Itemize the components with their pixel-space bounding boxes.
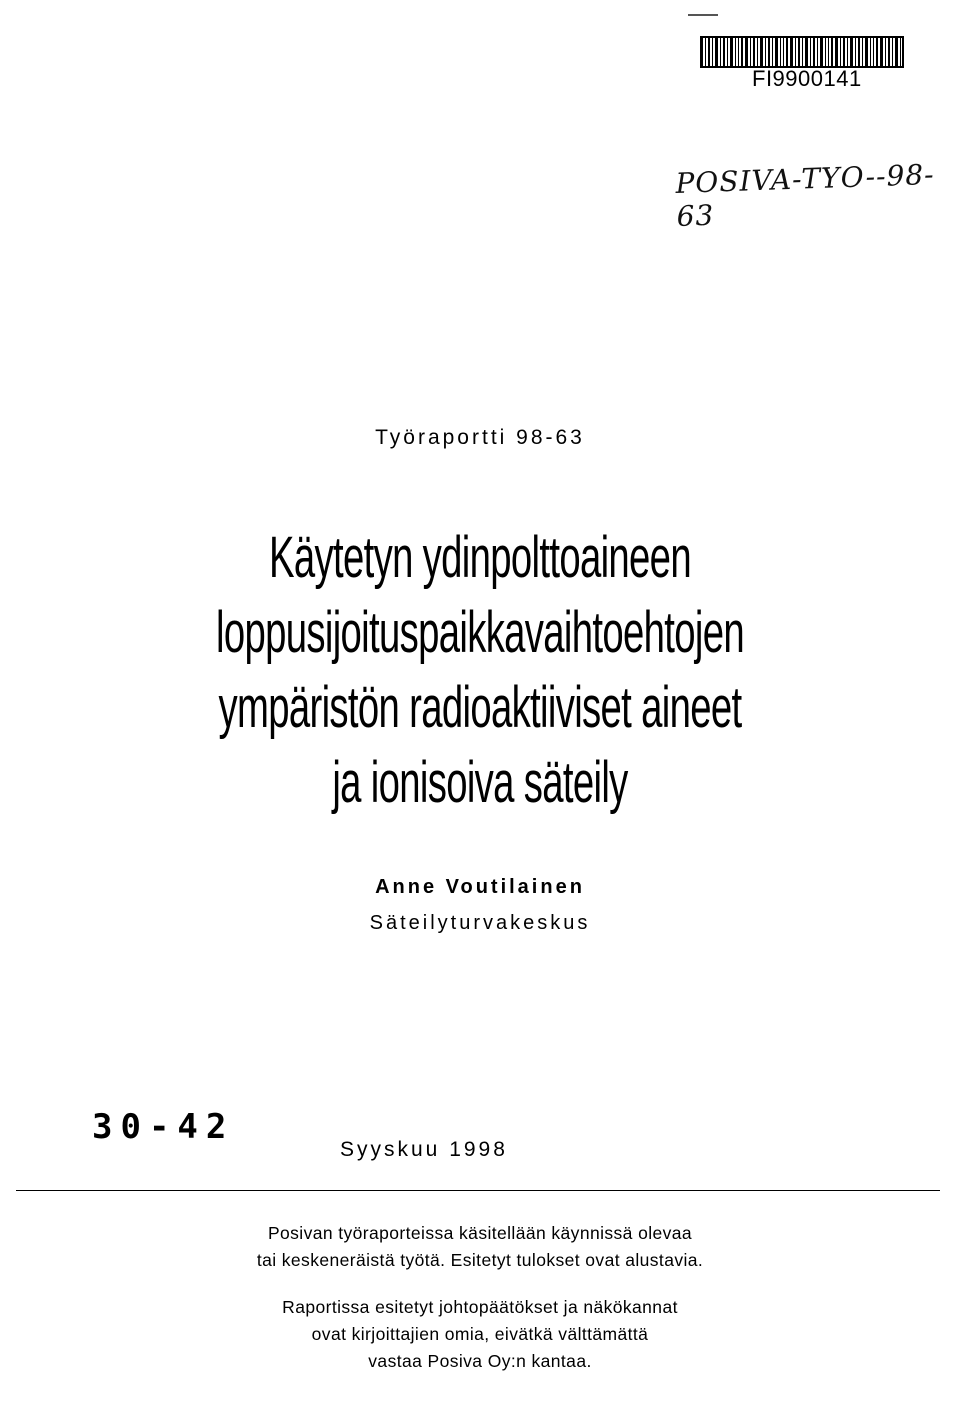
title-line: ympäristön radioaktiiviset aineet	[218, 675, 742, 740]
author-organization: Säteilyturvakeskus	[369, 912, 591, 934]
disclaimer-paragraph-1	[0, 1220, 960, 1274]
barcode-graphic	[700, 36, 904, 68]
title-line: loppusijoituspaikkavaihtoehtojen	[216, 600, 744, 665]
publication-date: Syyskuu 1998	[340, 1138, 508, 1161]
horizontal-rule	[16, 1190, 940, 1191]
disclaimer-line: Posivan työraporteissa käsitellään käynnissä olevaa	[267, 1223, 693, 1243]
title-line: Käytetyn ydinpolttoaineen	[269, 525, 691, 590]
disclaimer-paragraph-2	[0, 1294, 960, 1375]
disclaimer-line: ovat kirjoittajien omia, eivätkä välttämättä	[311, 1324, 649, 1344]
handwritten-report-code: POSIVA-TYO--98-63	[674, 157, 936, 233]
report-title	[0, 520, 960, 820]
author-name: Anne Voutilainen	[375, 876, 585, 898]
title-line: ja ionisoiva säteily	[332, 750, 628, 815]
barcode-label: FI9900141	[752, 66, 862, 91]
report-series-label: Työraportti 98-63	[375, 426, 585, 449]
disclaimer-line: vastaa Posiva Oy:n kantaa.	[368, 1351, 592, 1371]
disclaimer-line: Raportissa esitetyt johtopäätökset ja näkökannat	[282, 1297, 678, 1317]
disclaimer-line: tai keskeneräistä työtä. Esitetyt tulokset ovat alustavia.	[256, 1250, 704, 1270]
stamp-code: 30-42	[92, 1107, 235, 1147]
top-divider	[688, 14, 718, 16]
